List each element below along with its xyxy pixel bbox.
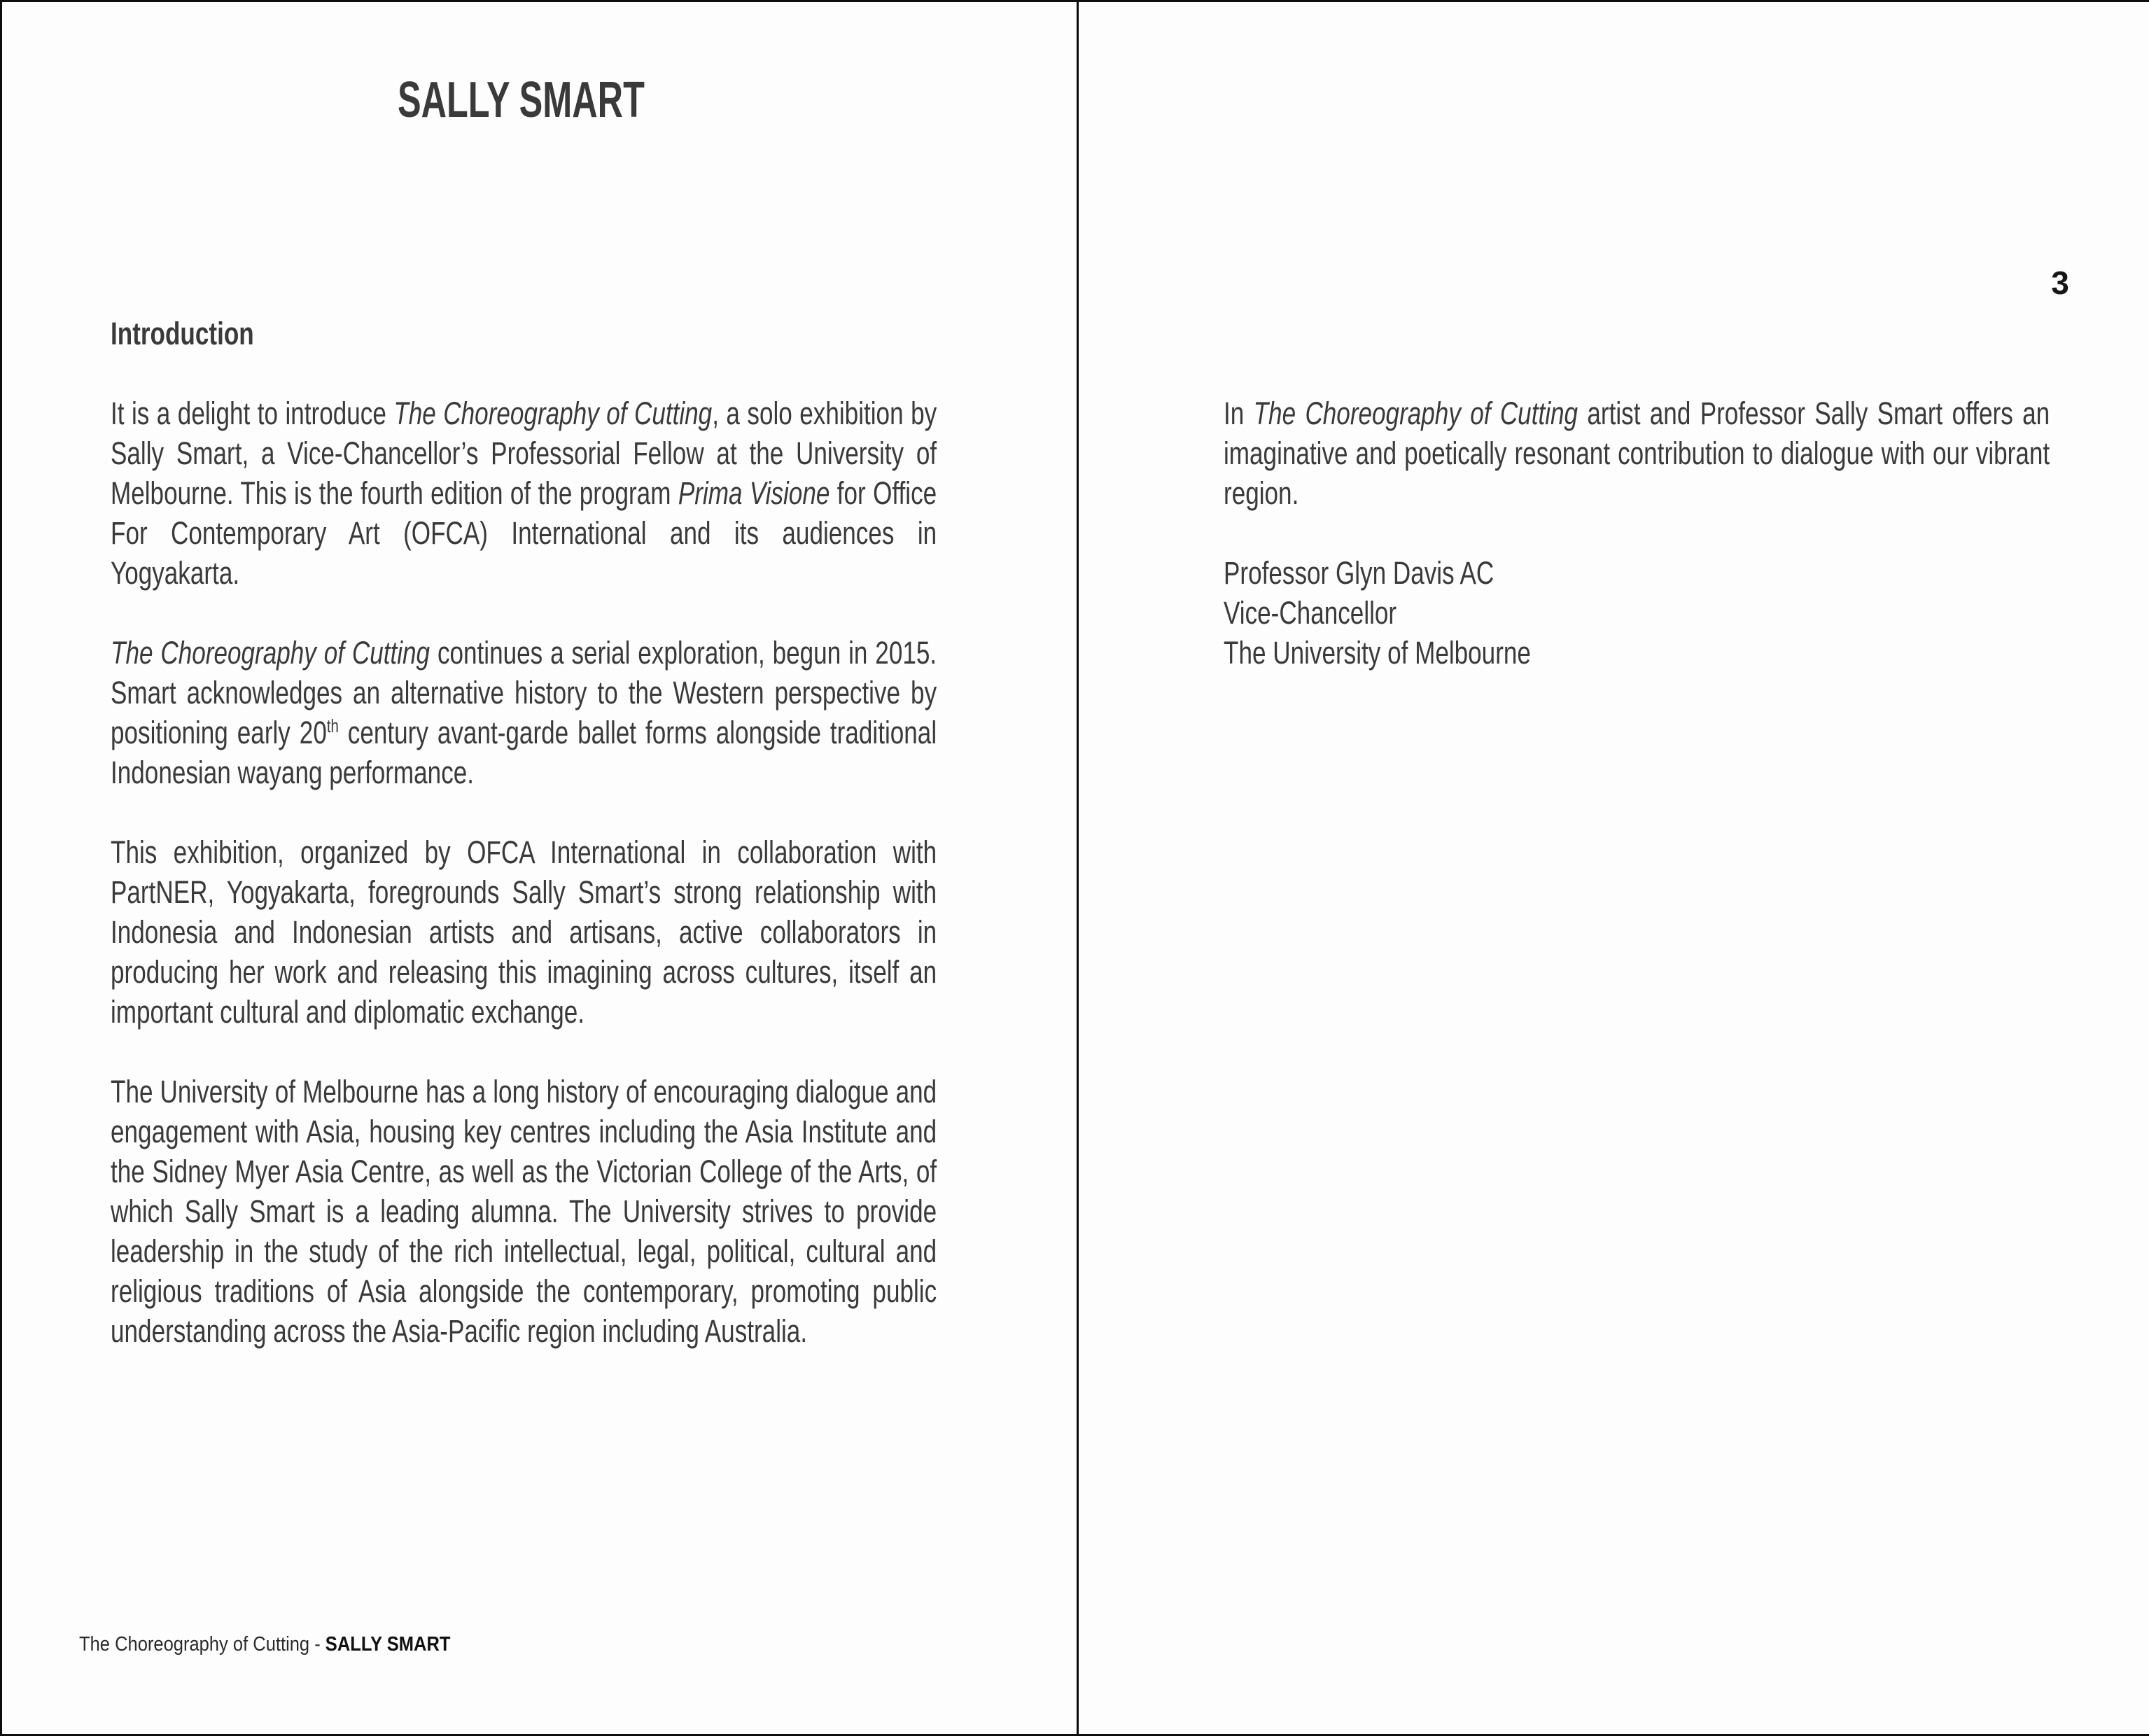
paragraph-closing: In The Choreography of Cutting artist and Professor Sally Smart offers an imaginative and poetically resonant contribution to dialogue with our vibrant region. [1224,396,2050,511]
paragraph-1: It is a delight to introduce The Choreography of Cutting, a solo exhibition by Sally Smart, a Vice-Chancellor’s Professorial Fellow at the University of Melbourne. This is the fourth edition of the program Prima Visione for Office For Contemporary Art (OFCA) International and its audiences in Yogyakarta. [111,396,937,591]
signature-block [1224,553,2050,673]
paragraph-4: The University of Melbourne has a long history of encouraging dialogue and engagement with Asia, housing key centres including the Asia Institute and the Sidney Myer Asia Centre, as well as the Victorian College of the Arts, of which Sally Smart is a leading alumna. The University strives to provide leadership in the study of the rich intellectual, legal, political, cultural and religious traditions of Asia alongside the contemporary, promoting public understanding across the Asia-Pacific region including Australia. [111,1074,937,1349]
paragraph-3: This exhibition, organized by OFCA International in collaboration with PartNER, Yogyakarta, foregrounds Sally Smart’s strong relationship with Indonesia and Indonesian artists and artisans, active collaborators in producing her work and releasing this imagining across cultures, itself an important cultural and diplomatic exchange. [111,834,937,1030]
footer-artist-name: SALLY SMART [325,1633,451,1656]
left-text-column [111,314,937,1351]
signature-institution: The University of Melbourne [1224,635,1531,671]
right-text-column [1224,393,2050,673]
page-divider [1077,2,1079,1734]
signature-role: Vice-Chancellor [1224,595,1397,631]
footer-title-text: The Choreography of Cutting - [79,1633,326,1656]
signature-name: Professor Glyn Davis AC [1224,555,1494,591]
paragraph-2: The Choreography of Cutting continues a serial exploration, begun in 2015. Smart acknowledges an alternative history to the Western perspective by positioning early 20th century avant-garde ballet forms alongside traditional Indonesian wayang performance. [111,635,937,790]
page-number: 3 [2051,265,2069,301]
section-heading-introduction: Introduction [111,316,254,351]
page-footer [79,1632,450,1657]
page-title: SALLY SMART [398,72,645,128]
